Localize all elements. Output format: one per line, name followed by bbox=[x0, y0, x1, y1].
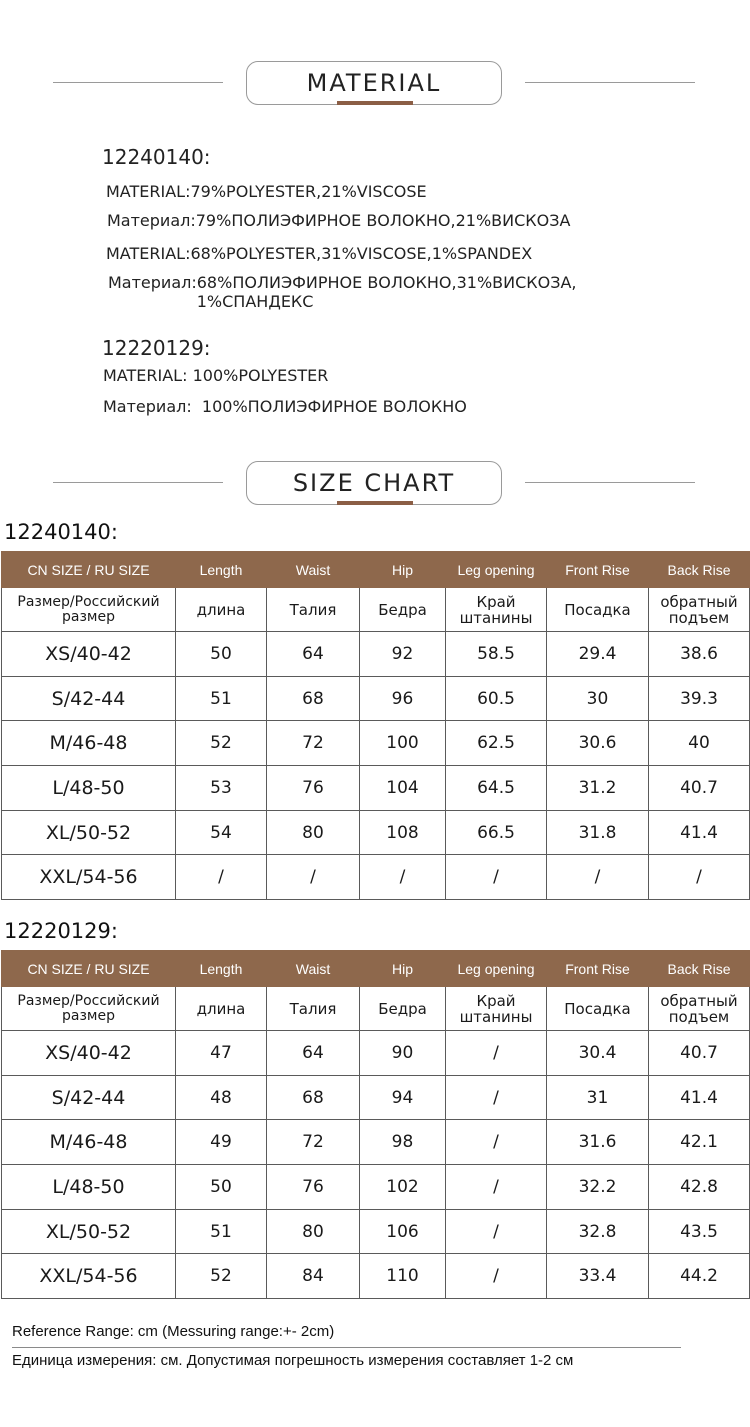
table-product-code: 12220129: bbox=[4, 919, 118, 943]
ru-header-cell: длина bbox=[176, 588, 267, 632]
material-line: MATERIAL:79%POLYESTER,21%VISCOSE bbox=[106, 182, 427, 201]
value-cell: 80 bbox=[267, 810, 360, 855]
value-cell: 64 bbox=[267, 1031, 360, 1076]
size-cell: XS/40-42 bbox=[2, 1031, 176, 1076]
header-cell: Leg opening bbox=[446, 552, 547, 588]
header-cell: Front Rise bbox=[547, 552, 649, 588]
value-cell: 94 bbox=[360, 1075, 446, 1120]
table-ru-header-row bbox=[2, 588, 750, 632]
value-cell: 76 bbox=[267, 1165, 360, 1210]
value-cell: 108 bbox=[360, 810, 446, 855]
value-cell: 102 bbox=[360, 1165, 446, 1210]
size-cell: XL/50-52 bbox=[2, 810, 176, 855]
material-line: Материал:68%ПОЛИЭФИРНОЕ ВОЛОКНО,31%ВИСКОЗА, 1%СПАНДЕКС bbox=[108, 273, 577, 311]
material-line: Материал: 100%ПОЛИЭФИРНОЕ ВОЛОКНО bbox=[103, 397, 467, 416]
ru-header-cell: Талия bbox=[267, 987, 360, 1031]
table-row bbox=[2, 1165, 750, 1210]
ru-header-cell: Размер/Российский размер bbox=[2, 987, 176, 1031]
size-table-12240140 bbox=[1, 551, 750, 900]
header-cell: CN SIZE / RU SIZE bbox=[2, 552, 176, 588]
value-cell: 80 bbox=[267, 1209, 360, 1254]
value-cell: / bbox=[446, 855, 547, 900]
value-cell: 32.8 bbox=[547, 1209, 649, 1254]
table-row bbox=[2, 1075, 750, 1120]
material-line: Материал:79%ПОЛИЭФИРНОЕ ВОЛОКНО,21%ВИСКОЗА bbox=[107, 211, 571, 230]
size-cell: XL/50-52 bbox=[2, 1209, 176, 1254]
value-cell: 54 bbox=[176, 810, 267, 855]
value-cell: / bbox=[446, 1120, 547, 1165]
header-cell: CN SIZE / RU SIZE bbox=[2, 951, 176, 987]
size-table-12220129 bbox=[1, 950, 750, 1299]
product-code: 12220129: bbox=[102, 336, 211, 360]
ru-header-cell: Бедра bbox=[360, 588, 446, 632]
header-cell: Length bbox=[176, 951, 267, 987]
table-row bbox=[2, 721, 750, 766]
value-cell: 44.2 bbox=[649, 1254, 750, 1299]
table-row bbox=[2, 766, 750, 811]
value-cell: 47 bbox=[176, 1031, 267, 1076]
value-cell: 41.4 bbox=[649, 1075, 750, 1120]
value-cell: / bbox=[267, 855, 360, 900]
title-underline bbox=[337, 101, 413, 105]
value-cell: 38.6 bbox=[649, 632, 750, 677]
value-cell: 42.8 bbox=[649, 1165, 750, 1210]
value-cell: 39.3 bbox=[649, 676, 750, 721]
value-cell: 40.7 bbox=[649, 1031, 750, 1076]
value-cell: / bbox=[547, 855, 649, 900]
divider-right bbox=[525, 82, 695, 83]
value-cell: / bbox=[446, 1209, 547, 1254]
value-cell: 32.2 bbox=[547, 1165, 649, 1210]
table-row bbox=[2, 1120, 750, 1165]
size-cell: XXL/54-56 bbox=[2, 1254, 176, 1299]
size-cell: XXL/54-56 bbox=[2, 855, 176, 900]
value-cell: 31.6 bbox=[547, 1120, 649, 1165]
value-cell: 52 bbox=[176, 721, 267, 766]
reference-range: Reference Range: cm (Messuring range:+- 2cm) bbox=[12, 1323, 335, 1340]
table-row bbox=[2, 1031, 750, 1076]
value-cell: / bbox=[446, 1254, 547, 1299]
value-cell: 43.5 bbox=[649, 1209, 750, 1254]
value-cell: 90 bbox=[360, 1031, 446, 1076]
ru-header-cell: длина bbox=[176, 987, 267, 1031]
value-cell: 100 bbox=[360, 721, 446, 766]
value-cell: 68 bbox=[267, 676, 360, 721]
value-cell: 68 bbox=[267, 1075, 360, 1120]
value-cell: 84 bbox=[267, 1254, 360, 1299]
material-line: MATERIAL:68%POLYESTER,31%VISCOSE,1%SPANDEX bbox=[106, 244, 533, 263]
header-cell: Back Rise bbox=[649, 552, 750, 588]
header-cell: Length bbox=[176, 552, 267, 588]
header-cell: Hip bbox=[360, 552, 446, 588]
ru-header-cell: Бедра bbox=[360, 987, 446, 1031]
table-row bbox=[2, 1254, 750, 1299]
size-cell: S/42-44 bbox=[2, 676, 176, 721]
value-cell: 92 bbox=[360, 632, 446, 677]
ru-header-cell: Талия bbox=[267, 588, 360, 632]
value-cell: 48 bbox=[176, 1075, 267, 1120]
value-cell: 50 bbox=[176, 632, 267, 677]
value-cell: 104 bbox=[360, 766, 446, 811]
table-body bbox=[2, 1031, 750, 1299]
value-cell: 64.5 bbox=[446, 766, 547, 811]
table-body bbox=[2, 632, 750, 900]
product-code: 12240140: bbox=[102, 145, 211, 169]
value-cell: 62.5 bbox=[446, 721, 547, 766]
ru-header-cell: обратный подъем bbox=[649, 588, 750, 632]
table-row bbox=[2, 632, 750, 677]
size-cell: L/48-50 bbox=[2, 1165, 176, 1210]
value-cell: / bbox=[446, 1165, 547, 1210]
value-cell: 31 bbox=[547, 1075, 649, 1120]
value-cell: 51 bbox=[176, 676, 267, 721]
value-cell: 72 bbox=[267, 721, 360, 766]
material-line: MATERIAL: 100%POLYESTER bbox=[103, 366, 329, 385]
value-cell: / bbox=[446, 1075, 547, 1120]
header-cell: Front Rise bbox=[547, 951, 649, 987]
table-row bbox=[2, 810, 750, 855]
size-cell: S/42-44 bbox=[2, 1075, 176, 1120]
value-cell: 40.7 bbox=[649, 766, 750, 811]
size-chart-section-header bbox=[0, 461, 750, 507]
value-cell: 33.4 bbox=[547, 1254, 649, 1299]
header-cell: Waist bbox=[267, 552, 360, 588]
value-cell: 58.5 bbox=[446, 632, 547, 677]
ru-header-cell: Размер/Российский размер bbox=[2, 588, 176, 632]
header-cell: Leg opening bbox=[446, 951, 547, 987]
value-cell: 110 bbox=[360, 1254, 446, 1299]
value-cell: 72 bbox=[267, 1120, 360, 1165]
table-row bbox=[2, 676, 750, 721]
material-section-header bbox=[0, 61, 750, 107]
value-cell: / bbox=[360, 855, 446, 900]
value-cell: / bbox=[446, 1031, 547, 1076]
ru-header-cell: Посадка bbox=[547, 987, 649, 1031]
table-row bbox=[2, 1209, 750, 1254]
divider-left bbox=[53, 82, 223, 83]
ru-header-cell: Край штанины bbox=[446, 987, 547, 1031]
value-cell: 30.6 bbox=[547, 721, 649, 766]
value-cell: 64 bbox=[267, 632, 360, 677]
header-cell: Back Rise bbox=[649, 951, 750, 987]
table-row bbox=[2, 855, 750, 900]
value-cell: 49 bbox=[176, 1120, 267, 1165]
ru-header-cell: Посадка bbox=[547, 588, 649, 632]
value-cell: 96 bbox=[360, 676, 446, 721]
title-underline bbox=[337, 501, 413, 505]
table-ru-header-row bbox=[2, 987, 750, 1031]
value-cell: 76 bbox=[267, 766, 360, 811]
table-product-code: 12240140: bbox=[4, 520, 118, 544]
size-cell: L/48-50 bbox=[2, 766, 176, 811]
material-title: MATERIAL bbox=[246, 61, 502, 105]
size-cell: M/46-48 bbox=[2, 721, 176, 766]
value-cell: 53 bbox=[176, 766, 267, 811]
value-cell: / bbox=[176, 855, 267, 900]
value-cell: 29.4 bbox=[547, 632, 649, 677]
value-cell: 30 bbox=[547, 676, 649, 721]
value-cell: 41.4 bbox=[649, 810, 750, 855]
size-cell: XS/40-42 bbox=[2, 632, 176, 677]
value-cell: 98 bbox=[360, 1120, 446, 1165]
footer-divider bbox=[12, 1347, 681, 1348]
value-cell: 42.1 bbox=[649, 1120, 750, 1165]
divider-left bbox=[53, 482, 223, 483]
size-chart-title: SIZE CHART bbox=[246, 461, 502, 505]
table-header-row bbox=[2, 552, 750, 588]
header-cell: Waist bbox=[267, 951, 360, 987]
value-cell: 66.5 bbox=[446, 810, 547, 855]
value-cell: 30.4 bbox=[547, 1031, 649, 1076]
value-cell: 60.5 bbox=[446, 676, 547, 721]
ru-header-cell: Край штанины bbox=[446, 588, 547, 632]
header-cell: Hip bbox=[360, 951, 446, 987]
divider-right bbox=[525, 482, 695, 483]
value-cell: 52 bbox=[176, 1254, 267, 1299]
value-cell: 31.8 bbox=[547, 810, 649, 855]
value-cell: 106 bbox=[360, 1209, 446, 1254]
value-cell: / bbox=[649, 855, 750, 900]
size-cell: M/46-48 bbox=[2, 1120, 176, 1165]
value-cell: 31.2 bbox=[547, 766, 649, 811]
value-cell: 51 bbox=[176, 1209, 267, 1254]
reference-range-ru: Единица измерения: см. Допустимая погрешность измерения составляет 1-2 см bbox=[12, 1352, 574, 1369]
ru-header-cell: обратный подъем bbox=[649, 987, 750, 1031]
value-cell: 40 bbox=[649, 721, 750, 766]
value-cell: 50 bbox=[176, 1165, 267, 1210]
table-header-row bbox=[2, 951, 750, 987]
